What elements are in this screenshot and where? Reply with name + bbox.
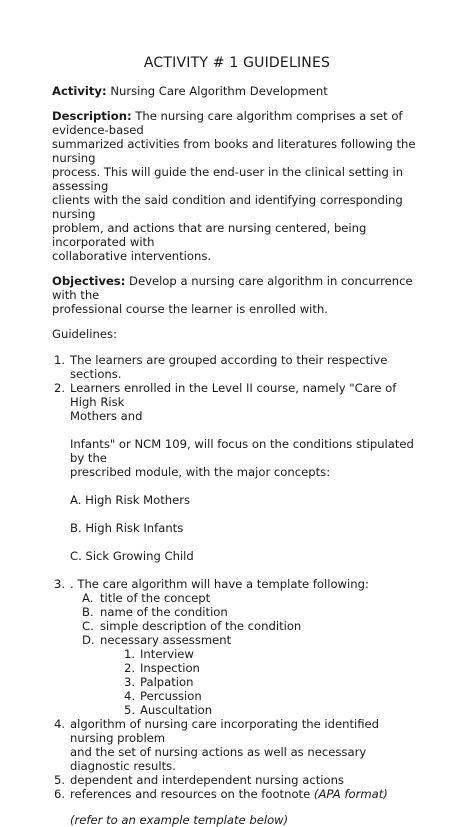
assessment-item-3 [52,675,422,689]
list-number: 5. [54,773,66,787]
assessment-item-4 [52,689,422,703]
sub-item-a [52,591,422,605]
list-item-5 [52,773,422,787]
list-item-3 [52,577,422,591]
list-item-2-line-4: prescribed module, with the major concepts: [70,465,331,479]
description-text-1: The nursing care algorithm comprises a set of evidence-based [52,109,403,137]
description-label: Description: [52,109,132,123]
refer-note: (refer to an example template below) [70,813,289,827]
description-line-5: problem, and actions that are nursing centered, being incorporated with [52,221,367,249]
sub-item-c [52,619,422,633]
sub-item-text: name of the condition [100,605,228,619]
sub-item-letter: B. [82,605,94,619]
concept-b: B. High Risk Infants [70,521,184,535]
objectives-section [52,274,422,316]
list-item-1 [52,353,422,381]
objectives-line-1 [52,274,422,302]
sub-item-text: necessary assessment [100,633,232,647]
list-item-2-line-2: Mothers and [70,409,143,423]
assessment-number: 5. [124,703,136,717]
description-line-3: process. This will guide the end-user in the clinical setting in assessing [52,165,404,193]
guidelines-list [52,353,422,827]
document-page [52,54,422,827]
list-item-2-line-1: Learners enrolled in the Level II course, namely "Care of High Risk [70,381,397,409]
objectives-text-1: Develop a nursing care algorithm in concurrence with the [52,274,413,302]
list-number: 1. [54,353,66,367]
objectives-label: Objectives: [52,274,126,288]
description-line-4: clients with the said condition and identifying corresponding nursing [52,193,403,221]
objectives-line-2: professional course the learner is enrolled with. [52,302,328,316]
list-item-text: dependent and interdependent nursing actions [70,773,344,787]
assessment-number: 1. [124,647,136,661]
page-title: ACTIVITY # 1 GUIDELINES [143,55,331,71]
concept-a: A. High Risk Mothers [70,493,191,507]
sub-item-d [52,633,422,647]
list-item-2 [52,381,422,577]
assessment-item-5 [52,703,422,717]
list-item-6 [52,787,422,801]
assessment-number: 4. [124,689,136,703]
activity-line [52,84,422,98]
sub-item-letter: A. [82,591,94,605]
description-section [52,109,422,263]
list-item-text: The learners are grouped according to their respective sections. [70,353,388,381]
description-line-2: summarized activities from books and literatures following the nursing [52,137,416,165]
apa-format-note: (APA format) [313,787,388,801]
description-line-1 [52,109,422,137]
description-line-6: collaborative interventions. [52,249,212,263]
assessment-text: Percussion [140,689,202,703]
list-number: 2. [54,381,66,395]
activity-label: Activity: [52,84,107,98]
list-number: 3. [54,577,66,591]
list-item-4-line-2: and the set of nursing actions as well as necessary diagnostic results. [70,745,367,773]
assessment-item-1 [52,647,422,661]
list-item-4-line-1: algorithm of nursing care incorporating the identified nursing problem [70,717,380,745]
assessment-text: Interview [140,647,194,661]
concept-c: C. Sick Growing Child [70,549,194,563]
assessment-text: Palpation [140,675,194,689]
list-item-text: references and resources on the footnote [70,787,314,801]
list-number: 6. [54,787,66,801]
assessment-number: 2. [124,661,136,675]
guidelines-heading: Guidelines: [52,327,117,341]
assessment-item-2 [52,661,422,675]
sub-item-text: simple description of the condition [100,619,302,633]
sub-item-letter: D. [82,633,95,647]
sub-item-text: title of the concept [100,591,211,605]
assessment-text: Auscultation [140,703,213,717]
activity-text: Nursing Care Algorithm Development [110,84,328,98]
assessment-number: 3. [124,675,136,689]
list-item-4 [52,717,422,773]
sub-item-letter: C. [82,619,94,633]
list-item-text: . The care algorithm will have a template following: [70,577,369,591]
list-number: 4. [54,717,66,731]
assessment-text: Inspection [140,661,200,675]
sub-item-b [52,605,422,619]
list-item-2-line-3: Infants" or NCM 109, will focus on the conditions stipulated by the [70,437,414,465]
